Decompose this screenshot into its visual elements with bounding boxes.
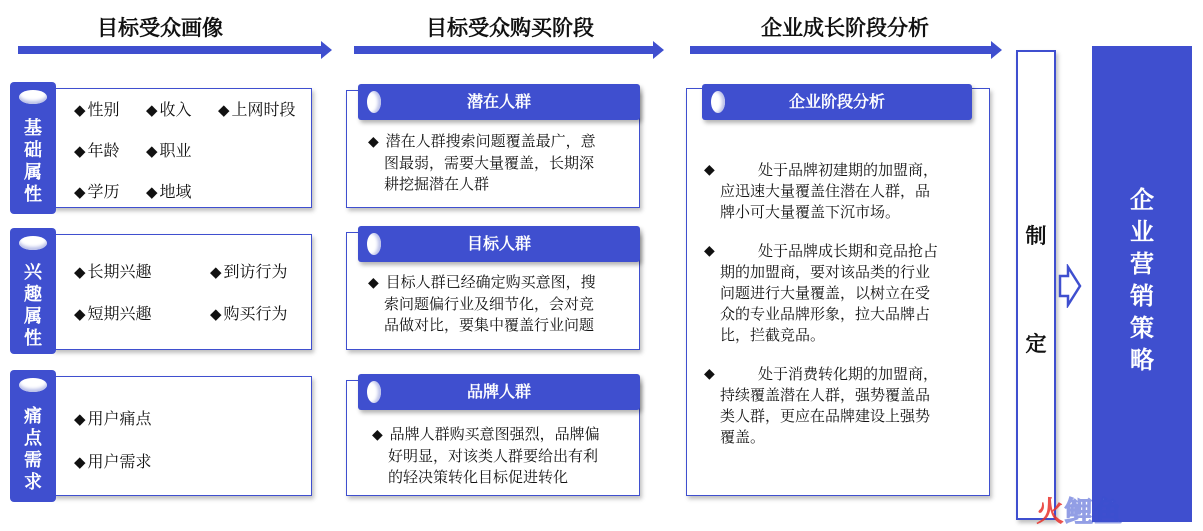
make-char-2: 定 <box>1025 332 1047 356</box>
marketing-strategy-panel <box>1092 46 1192 522</box>
analysis-bullet-3: ◆ <box>704 366 715 382</box>
interest-attributes-box <box>52 234 312 350</box>
interest-attributes-tab <box>10 228 56 354</box>
strategy-char: 略 <box>1130 346 1154 374</box>
pill-icon <box>19 236 47 250</box>
pain-needs-tab <box>10 370 56 502</box>
analysis-bullet-2: ◆ <box>704 243 715 259</box>
hollow-arrow-icon <box>1058 264 1082 308</box>
pill-icon <box>711 91 725 113</box>
stage-desc-target: ◆ 目标人群已经确定购买意图，搜 索问题偏行业及细节化，会对竞 品做对比，要集中覆盖行业问题 <box>368 272 638 336</box>
header-arrow-2 <box>354 46 654 54</box>
item-user-needs: ◆ 用户需求 <box>74 449 152 472</box>
item-purchase-behavior: ◆ 购买行为 <box>210 301 288 324</box>
analysis-paragraph-1: 处于品牌初建期的加盟商， 应迅速大量覆盖住潜在人群，品 牌小可大量覆盖下沉市场。 <box>720 161 939 221</box>
interest-attributes-label: 兴 趣 属 性 <box>24 262 42 349</box>
stage-desc-brand: ◆ 品牌人群购买意图强烈，品牌偏 好明显，对该类人群要给出有利 的轻决策转化目标促进转化 <box>372 424 638 488</box>
item-income: ◆ 收入 <box>146 97 192 120</box>
stage-header-brand: 品牌人群 <box>358 374 640 410</box>
item-gender: ◆ 性别 <box>74 97 120 120</box>
strategy-char: 业 <box>1130 218 1154 246</box>
make-box <box>1016 50 1056 520</box>
header-purchase-stage: 目标受众购买阶段 <box>426 16 594 40</box>
pill-icon <box>19 90 47 104</box>
item-region: ◆ 地域 <box>146 179 192 202</box>
header-growth-analysis: 企业成长阶段分析 <box>761 16 929 40</box>
basic-attributes-tab <box>10 82 56 214</box>
make-char-1: 制 <box>1025 224 1047 248</box>
analysis-header: 企业阶段分析 <box>702 84 972 120</box>
header-arrow-1 <box>18 46 322 54</box>
item-visit-behavior: ◆ 到访行为 <box>210 259 288 282</box>
stage-desc-potential: ◆ 潜在人群搜索问题覆盖最广，意 图最弱，需要大量覆盖，长期深 耕挖掘潜在人群 <box>368 131 638 195</box>
pill-icon <box>367 91 381 113</box>
item-long-term-interest: ◆ 长期兴趣 <box>74 259 152 282</box>
item-occupation: ◆ 职业 <box>146 138 192 161</box>
item-short-term-interest: ◆ 短期兴趣 <box>74 301 152 324</box>
item-online-time: ◆ 上网时段 <box>218 97 296 120</box>
pain-needs-box <box>52 376 312 496</box>
header-audience-profile: 目标受众画像 <box>97 16 223 40</box>
analysis-paragraph-2: 处于品牌成长期和竞品抢占 期的加盟商，要对该品类的行业 问题进行大量覆盖，以树立在受 众的专业品牌形象，拉大品牌占 比，拦截竞品。 <box>720 242 939 344</box>
header-arrow-3 <box>690 46 992 54</box>
analysis-paragraph-3: 处于消费转化期的加盟商， 持续覆盖潜在人群，强势覆盖品 类人群，更应在品牌建设上强势 覆盖。 <box>720 365 939 446</box>
analysis-bullet-1: ◆ <box>704 162 715 178</box>
item-education: ◆ 学历 <box>74 179 120 202</box>
stage-header-potential: 潜在人群 <box>358 84 640 120</box>
strategy-char: 销 <box>1130 282 1154 310</box>
strategy-char: 策 <box>1130 314 1154 342</box>
pill-icon <box>367 233 381 255</box>
strategy-char: 企 <box>1130 186 1154 214</box>
pill-icon <box>367 381 381 403</box>
stage-header-target: 目标人群 <box>358 226 640 262</box>
item-user-pain: ◆ 用户痛点 <box>74 406 152 429</box>
pill-icon <box>19 378 47 392</box>
pain-needs-label: 痛 点 需 求 <box>24 406 42 493</box>
basic-attributes-label: 基 础 属 性 <box>24 118 42 205</box>
strategy-char: 营 <box>1130 250 1154 278</box>
watermark-logo: 火鲤鱼 <box>1036 495 1124 528</box>
item-age: ◆ 年龄 <box>74 138 120 161</box>
